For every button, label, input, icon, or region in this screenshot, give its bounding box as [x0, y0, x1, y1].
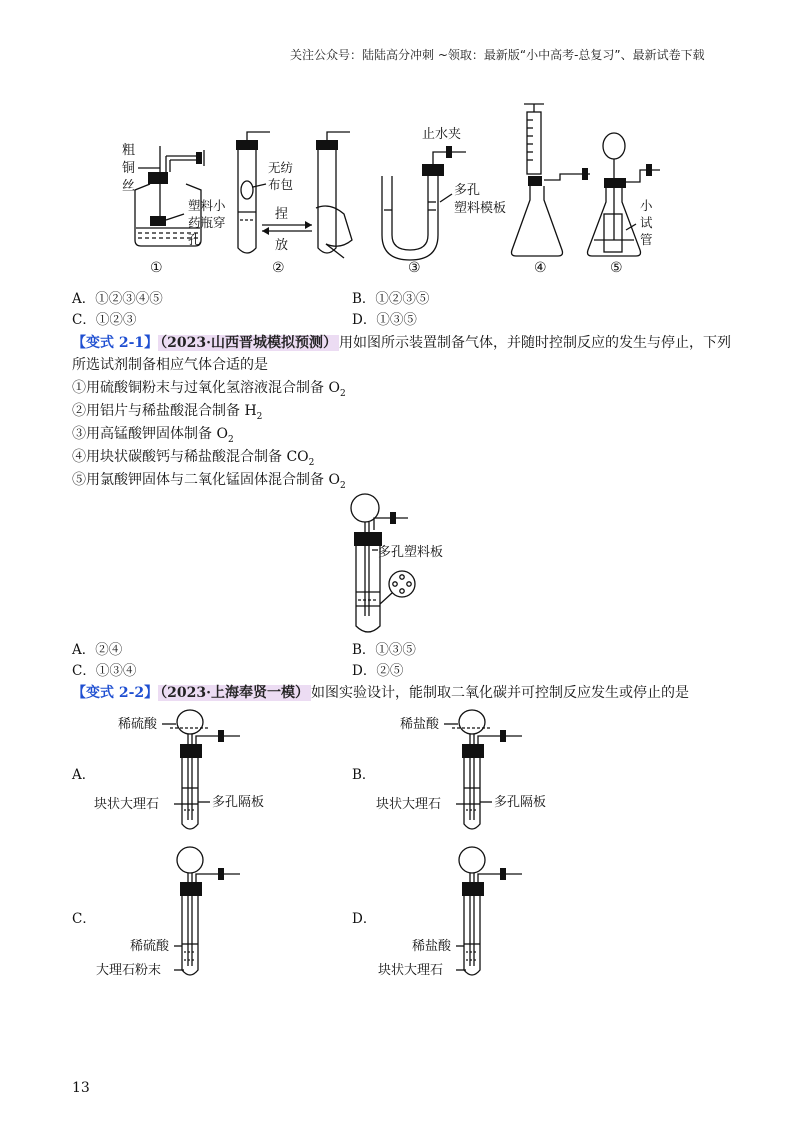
label-plastic-1: 塑料小 [188, 198, 226, 213]
apparatus-figure-2-1 [330, 488, 470, 638]
label-board-2: 塑料模板 [454, 201, 507, 216]
v21-option-a[interactable]: A．②④ [72, 642, 123, 658]
apparatus-number-5: ⑤ [610, 260, 623, 276]
apparatus-number-2: ② [272, 260, 285, 276]
v22-source: （2023·上海奉贤一模） [160, 685, 310, 701]
label-cu-3: 丝 [122, 179, 136, 194]
label-solid-a: 块状大理石 [94, 797, 160, 812]
v21-option-c[interactable]: C．①③④ [72, 663, 137, 679]
v22-option-b-label[interactable]: B． [352, 767, 376, 783]
apparatus-number-4: ④ [534, 260, 547, 276]
label-acid-c: 稀硫酸 [130, 939, 170, 954]
label-bag-1: 无纺 [268, 160, 294, 175]
apparatus-1 [122, 142, 226, 276]
v22-option-c-label[interactable]: C． [72, 911, 96, 927]
q1-option-d[interactable]: D．①③⑤ [352, 312, 417, 328]
v21-tag: 【变式 2-1】 [72, 335, 159, 351]
v21-stem-line2: 所选试剂制备相应气体合适的是 [72, 357, 268, 373]
apparatus-number-3: ③ [408, 260, 421, 276]
v21-source: （2023·山西晋城模拟预测） [160, 335, 338, 351]
label-tube-1: 小 [640, 198, 653, 213]
q1-option-b[interactable]: B．①②③⑤ [352, 291, 430, 307]
apparatus-2 [236, 132, 352, 276]
v21-item-4: ④用块状碳酸钙与稀盐酸混合制备 $CO_2$ [72, 449, 315, 468]
label-pinch: 捏 [275, 207, 289, 222]
label-tube-3: 管 [640, 232, 653, 247]
label-solid-c: 大理石粉末 [96, 963, 162, 978]
page-number: 13 [72, 1080, 90, 1096]
v21-item-1: ①用硫酸铜粉末与过氧化氢溶液混合制备 $O_2$ [72, 380, 346, 399]
q1-option-a[interactable]: A．①②③④⑤ [72, 291, 163, 307]
label-clamp: 止水夹 [422, 127, 462, 142]
label-porous-board: 多孔塑料板 [378, 545, 444, 560]
page-header: 关注公众号：陆陆高分冲刺 ~领取：最新版“小中高考-总复习”、最新试卷下载 [290, 48, 705, 62]
v21-item-5: ⑤用氯酸钾固体与二氧化锰固体混合制备 $O_2$ [72, 472, 346, 491]
label-cu-1: 粗 [122, 143, 136, 158]
label-board-a: 多孔隔板 [212, 795, 265, 810]
label-release: 放 [275, 238, 289, 253]
label-acid-d: 稀盐酸 [412, 939, 452, 954]
v22-apparatus-a [90, 704, 330, 840]
v22-apparatus-b [372, 704, 612, 840]
v21-item-2: ②用铝片与稀盐酸混合制备 $H_2$ [72, 403, 263, 422]
apparatus-figure-1 [0, 90, 800, 280]
v21-option-b[interactable]: B．①③⑤ [352, 642, 416, 658]
v22-option-d-label[interactable]: D． [352, 911, 377, 927]
label-acid-b: 稀盐酸 [400, 717, 440, 732]
label-board-1: 多孔 [454, 183, 481, 198]
label-plastic-2: 药瓶穿 [188, 215, 226, 230]
label-acid-a: 稀硫酸 [118, 717, 158, 732]
label-bag-2: 布包 [268, 177, 294, 192]
v22-stem [72, 682, 689, 702]
apparatus-number-1: ① [150, 260, 163, 276]
label-solid-b: 块状大理石 [376, 797, 442, 812]
v21-stem-text1: 用如图所示装置制备气体，并随时控制反应的发生与停止，下列 [339, 335, 732, 351]
label-plastic-3: 孔 [188, 232, 201, 247]
apparatus-5 [588, 133, 661, 276]
v22-stem-text: 如图实验设计，能制取二氧化碳并可控制反应发生或停止的是 [311, 685, 690, 701]
v21-stem-line1 [72, 332, 731, 352]
v22-apparatus-d [372, 840, 612, 986]
apparatus-3 [382, 126, 506, 276]
v21-option-d[interactable]: D．②⑤ [352, 663, 404, 679]
v22-apparatus-c [90, 840, 330, 986]
label-tube-2: 试 [640, 215, 653, 230]
v22-tag: 【变式 2-2】 [72, 685, 159, 701]
label-board-b: 多孔隔板 [494, 795, 547, 810]
v22-option-a-label[interactable]: A． [72, 767, 96, 783]
label-cu-2: 铜 [122, 161, 136, 176]
q1-option-c[interactable]: C．①②③ [72, 312, 137, 328]
label-solid-d: 块状大理石 [378, 963, 444, 978]
v21-item-3: ③用高锰酸钾固体制备 $O_2$ [72, 426, 234, 445]
apparatus-4 [512, 104, 591, 276]
